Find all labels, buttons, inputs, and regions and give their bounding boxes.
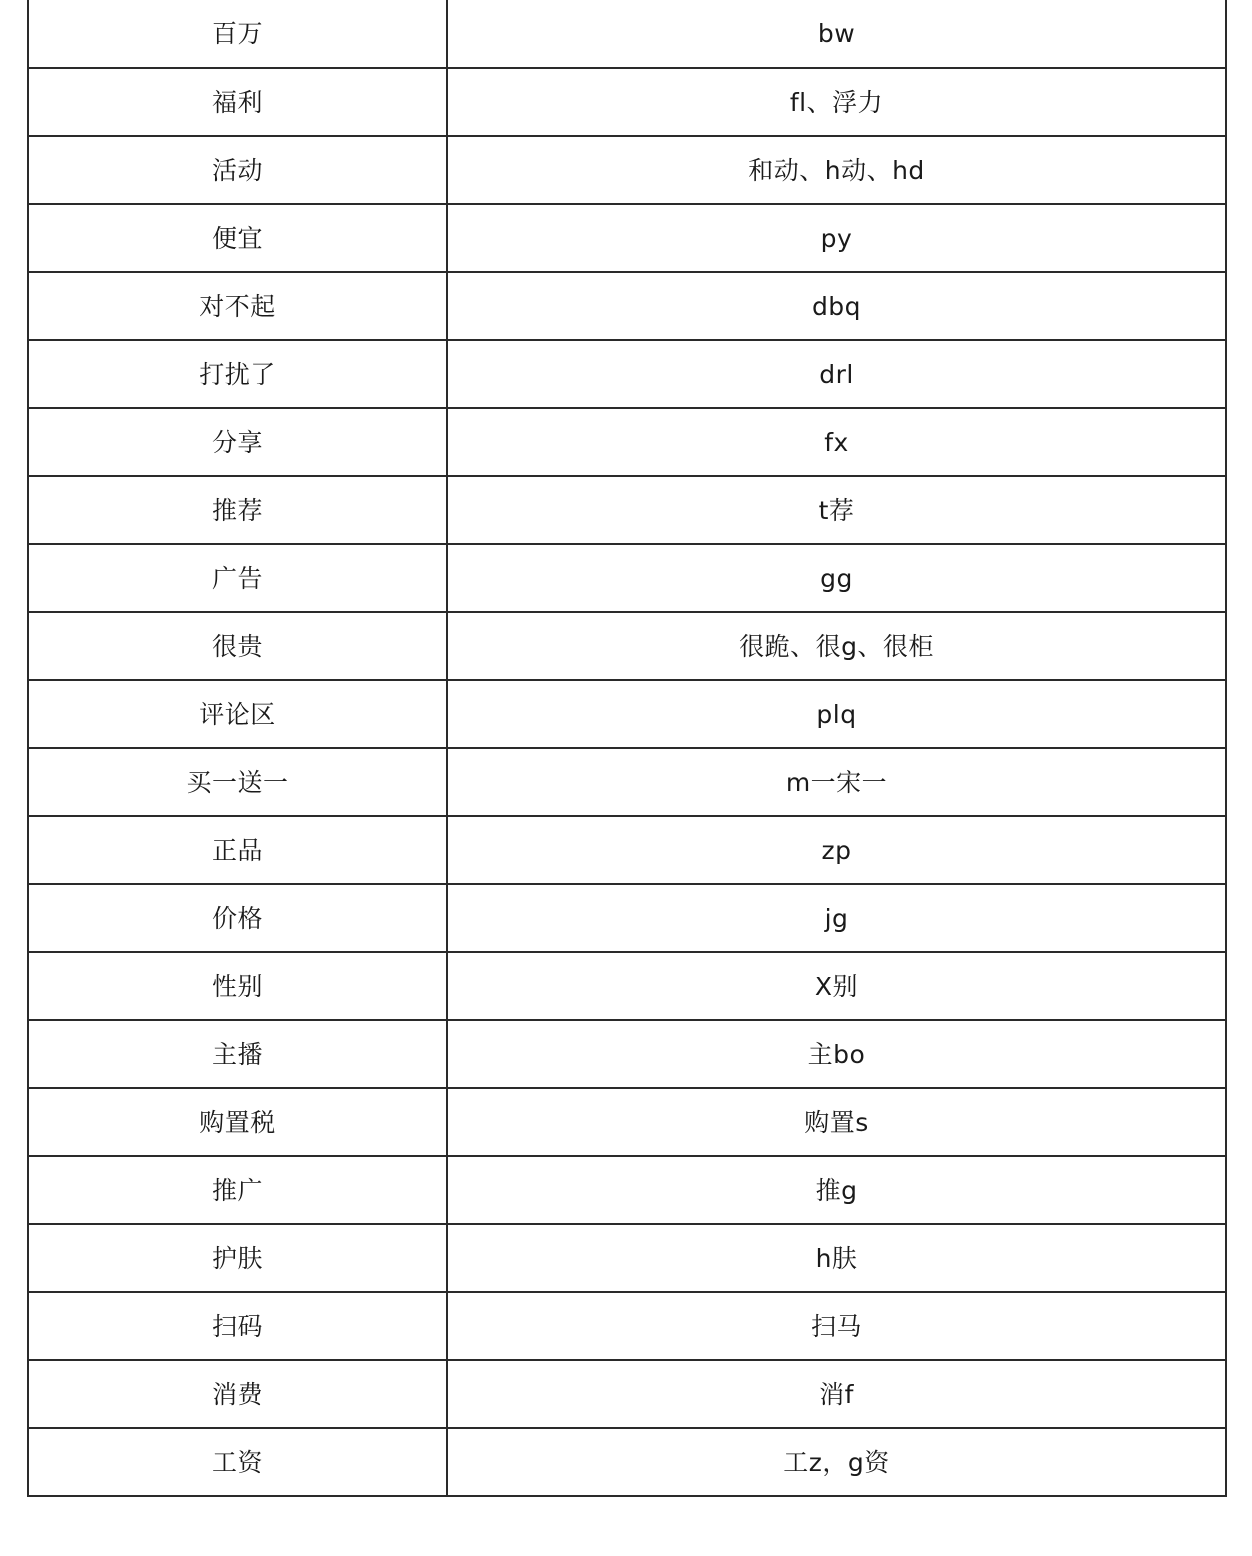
word-cell: 活动	[28, 136, 447, 204]
variant-cell: 工z，g资	[447, 1428, 1226, 1496]
table-row	[28, 544, 1226, 612]
table-row	[28, 136, 1226, 204]
variant-cell: 购置s	[447, 1088, 1226, 1156]
word-cell: 推荐	[28, 476, 447, 544]
variant-cell: 推g	[447, 1156, 1226, 1224]
variant-cell: X别	[447, 952, 1226, 1020]
word-cell: 评论区	[28, 680, 447, 748]
table-row	[28, 476, 1226, 544]
table-row	[28, 1020, 1226, 1088]
word-cell: 对不起	[28, 272, 447, 340]
table-row	[28, 816, 1226, 884]
variant-cell: 很跪、很g、很柜	[447, 612, 1226, 680]
table-row	[28, 340, 1226, 408]
table-row	[28, 748, 1226, 816]
table-row	[28, 952, 1226, 1020]
word-cell: 购置税	[28, 1088, 447, 1156]
word-cell: 很贵	[28, 612, 447, 680]
variant-cell: plq	[447, 680, 1226, 748]
variant-cell: jg	[447, 884, 1226, 952]
word-cell: 广告	[28, 544, 447, 612]
word-cell: 打扰了	[28, 340, 447, 408]
word-cell: 百万	[28, 0, 447, 68]
table-row	[28, 680, 1226, 748]
variant-cell: py	[447, 204, 1226, 272]
variant-cell: h肤	[447, 1224, 1226, 1292]
variant-cell: dbq	[447, 272, 1226, 340]
variant-cell: m一宋一	[447, 748, 1226, 816]
table-row	[28, 1360, 1226, 1428]
table-row	[28, 272, 1226, 340]
word-cell: 主播	[28, 1020, 447, 1088]
table-row	[28, 1292, 1226, 1360]
table-row	[28, 1224, 1226, 1292]
variant-cell: bw	[447, 0, 1226, 68]
variant-cell: 消f	[447, 1360, 1226, 1428]
word-cell: 福利	[28, 68, 447, 136]
word-cell: 推广	[28, 1156, 447, 1224]
variant-cell: fx	[447, 408, 1226, 476]
word-cell: 买一送一	[28, 748, 447, 816]
variant-cell: zp	[447, 816, 1226, 884]
word-variant-table	[27, 0, 1227, 1497]
word-cell: 工资	[28, 1428, 447, 1496]
table-row	[28, 1156, 1226, 1224]
table-row	[28, 408, 1226, 476]
variant-cell: drl	[447, 340, 1226, 408]
table-row	[28, 68, 1226, 136]
variant-cell: gg	[447, 544, 1226, 612]
word-cell: 便宜	[28, 204, 447, 272]
word-cell: 分享	[28, 408, 447, 476]
variant-cell: fl、浮力	[447, 68, 1226, 136]
word-cell: 正品	[28, 816, 447, 884]
word-cell: 价格	[28, 884, 447, 952]
variant-cell: 和动、h动、hd	[447, 136, 1226, 204]
table-row	[28, 1088, 1226, 1156]
word-cell: 性别	[28, 952, 447, 1020]
variant-cell: 扫马	[447, 1292, 1226, 1360]
variant-cell: 主bo	[447, 1020, 1226, 1088]
table-row	[28, 1428, 1226, 1496]
variant-cell: t荐	[447, 476, 1226, 544]
table-row	[28, 612, 1226, 680]
word-table-container	[27, 0, 1225, 1497]
table-row	[28, 884, 1226, 952]
table-row	[28, 0, 1226, 68]
word-cell: 消费	[28, 1360, 447, 1428]
word-cell: 护肤	[28, 1224, 447, 1292]
table-row	[28, 204, 1226, 272]
word-cell: 扫码	[28, 1292, 447, 1360]
